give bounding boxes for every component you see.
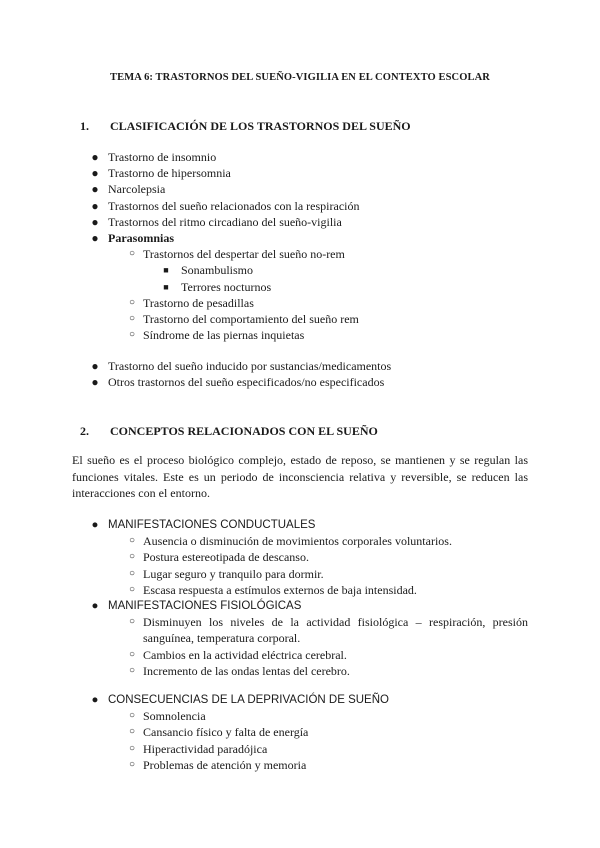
circle-bullet-icon: ○ (128, 583, 136, 595)
bullet-icon: ● (91, 214, 99, 229)
circle-bullet-icon: ○ (128, 726, 136, 738)
list-item: ■ Terrores nocturnos (88, 279, 528, 295)
circle-bullet-icon: ○ (128, 313, 136, 325)
list-item-deprivacion: ● CONSECUENCIAS DE LA DEPRIVACIÓN DE SUEÑO (88, 692, 528, 708)
circle-bullet-icon: ○ (128, 758, 136, 770)
list-item: ● Otros trastornos del sueño especificados/no especificados (88, 374, 528, 390)
section-1-heading (80, 118, 411, 134)
bullet-icon: ● (91, 182, 99, 197)
bullet-icon: ● (91, 519, 99, 531)
bullet-icon: ● (91, 231, 99, 246)
square-bullet-icon: ■ (163, 265, 169, 276)
list-item: ● Trastorno de insomnio (88, 149, 528, 165)
classification-list (88, 149, 528, 343)
circle-bullet-icon: ○ (128, 296, 136, 308)
section-2-heading (80, 423, 378, 439)
bullet-icon: ● (91, 375, 99, 390)
list-item: ○ Trastorno de pesadillas (88, 295, 528, 311)
document-title: TEMA 6: TRASTORNOS DEL SUEÑO-VIGILIA EN EL CONTEXTO ESCOLAR (110, 72, 490, 83)
list-item-fisiologicas: ● MANIFESTACIONES FISIOLÓGICAS (88, 598, 528, 614)
circle-bullet-icon: ○ (128, 742, 136, 754)
list-item: ○ Cambios en la actividad eléctrica cerebral. (88, 647, 528, 663)
bullet-icon: ● (91, 198, 99, 213)
list-item: ○ Cansancio físico y falta de energía (88, 724, 528, 740)
section-1-number: 1. (80, 119, 89, 133)
bullet-icon: ● (91, 600, 99, 613)
deprivation-list (88, 692, 528, 773)
bullet-icon: ● (91, 359, 99, 373)
list-item: ● Trastorno del sueño inducido por sustancias/medicamentos (88, 358, 528, 374)
circle-bullet-icon: ○ (128, 535, 136, 547)
circle-bullet-icon: ○ (128, 567, 136, 579)
bullet-icon: ● (91, 150, 99, 164)
list-item: ● Trastornos del ritmo circadiano del sueño-vigilia (88, 214, 528, 230)
classification-list-continued (88, 358, 528, 390)
section-1-title: CLASIFICACIÓN DE LOS TRASTORNOS DEL SUEÑO (110, 119, 411, 133)
manifestations-list (88, 517, 528, 679)
circle-bullet-icon: ○ (128, 648, 136, 660)
sleep-definition-paragraph: El sueño es el proceso biológico complejo, estado de reposo, se mantienen y se regulan las funciones vitales. Este es un periodo de inconsciencia relativa y reversible, se reducen las interacciones con el entorno. (72, 453, 528, 500)
list-item: ○ Ausencia o disminución de movimientos corporales voluntarios. (88, 533, 528, 549)
list-item: ○ Somnolencia (88, 708, 528, 724)
list-item: ● Trastornos del sueño relacionados con la respiración (88, 198, 528, 214)
circle-bullet-icon: ○ (128, 616, 136, 628)
list-item-parasomnias: ● Parasomnias (88, 230, 528, 246)
list-item: ○ Postura estereotipada de descanso. (88, 549, 528, 565)
bullet-icon: ● (91, 694, 99, 706)
section-2-title: CONCEPTOS RELACIONADOS CON EL SUEÑO (110, 424, 378, 438)
circle-bullet-icon: ○ (128, 329, 136, 341)
list-item-conductuales: ● MANIFESTACIONES CONDUCTUALES (88, 517, 528, 533)
list-item: ● Trastorno de hipersomnia (88, 165, 528, 181)
list-item: ● Narcolepsia (88, 181, 528, 197)
square-bullet-icon: ■ (163, 281, 169, 292)
list-item: ○ Escasa respuesta a estímulos externos de baja intensidad. (88, 582, 528, 598)
list-item: ○ Hiperactividad paradójica (88, 741, 528, 757)
circle-bullet-icon: ○ (128, 551, 136, 563)
list-item: ○ Incremento de las ondas lentas del cerebro. (88, 663, 528, 679)
list-item: ○ Trastornos del despertar del sueño no-rem (88, 246, 528, 262)
list-item: ■ Sonambulismo (88, 262, 528, 278)
list-item: ○ Problemas de atención y memoria (88, 757, 528, 773)
circle-bullet-icon: ○ (128, 710, 136, 722)
list-item: ○ Lugar seguro y tranquilo para dormir. (88, 566, 528, 582)
circle-bullet-icon: ○ (128, 248, 136, 260)
list-item: ○ Disminuyen los niveles de la actividad fisiológica – respiración, presión sanguínea, temperatura corporal. (88, 614, 528, 646)
section-2-number: 2. (80, 424, 89, 438)
circle-bullet-icon: ○ (128, 664, 136, 676)
list-item: ○ Síndrome de las piernas inquietas (88, 327, 528, 343)
list-item: ○ Trastorno del comportamiento del sueño rem (88, 311, 528, 327)
bullet-icon: ● (91, 166, 99, 181)
